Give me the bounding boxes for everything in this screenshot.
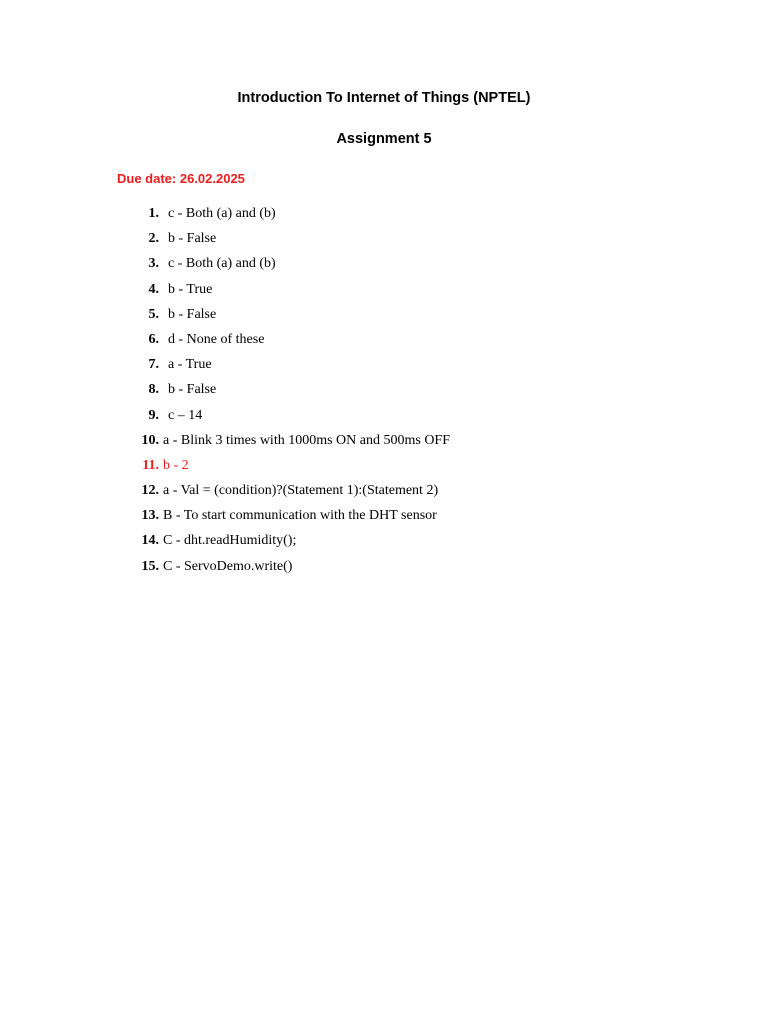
answer-text: b - False xyxy=(168,306,217,322)
answer-number: 8. xyxy=(148,382,159,398)
answer-text: b - True xyxy=(168,281,213,297)
answer-number: 3. xyxy=(148,256,159,272)
answer-item-2 xyxy=(117,229,450,254)
answer-number: 12. xyxy=(141,483,159,499)
answer-item-7 xyxy=(117,355,450,380)
answer-item-3 xyxy=(117,254,450,279)
assignment-title: Assignment 5 xyxy=(336,131,432,147)
document-title: Introduction To Internet of Things (NPTEL) xyxy=(237,90,531,106)
answer-text: a - Blink 3 times with 1000ms ON and 500ms OFF xyxy=(163,432,451,448)
answer-item-10 xyxy=(117,431,450,456)
answer-text: a - True xyxy=(168,357,212,373)
answer-number: 11. xyxy=(142,457,159,473)
answer-number: 7. xyxy=(148,357,159,373)
answer-number: 14. xyxy=(141,533,159,549)
answer-text: d - None of these xyxy=(168,331,265,347)
answer-number: 6. xyxy=(148,331,159,347)
answer-item-13 xyxy=(117,506,450,531)
answer-text: b - 2 xyxy=(163,457,189,473)
answer-number: 13. xyxy=(141,508,159,524)
answer-item-8 xyxy=(117,380,450,405)
answer-text: B - To start communication with the DHT sensor xyxy=(163,508,437,524)
answer-item-15 xyxy=(117,557,450,582)
answer-text: b - False xyxy=(168,231,217,247)
answer-item-5 xyxy=(117,305,450,330)
answer-item-6 xyxy=(117,330,450,355)
answer-text: C - dht.readHumidity(); xyxy=(163,533,297,549)
answer-number: 1. xyxy=(148,206,159,221)
answer-text: c - Both (a) and (b) xyxy=(168,256,276,272)
answer-text: c – 14 xyxy=(168,407,203,423)
answer-text: b - False xyxy=(168,382,217,398)
answer-item-9 xyxy=(117,406,450,431)
answer-item-12 xyxy=(117,481,450,506)
answer-number: 5. xyxy=(148,306,159,322)
answer-number: 2. xyxy=(148,231,159,247)
answer-item-11 xyxy=(117,456,450,481)
answer-number: 15. xyxy=(141,558,159,574)
answer-text: c - Both (a) and (b) xyxy=(168,206,276,221)
answer-item-14 xyxy=(117,531,450,556)
answer-item-1 xyxy=(117,204,450,229)
due-date: Due date: 26.02.2025 xyxy=(117,171,245,186)
answer-text: a - Val = (condition)?(Statement 1):(Statement 2) xyxy=(163,483,439,499)
answer-list xyxy=(117,204,450,582)
answer-number: 10. xyxy=(141,432,159,448)
answer-text: C - ServoDemo.write() xyxy=(163,558,293,574)
answer-number: 4. xyxy=(148,281,159,297)
answer-item-4 xyxy=(117,280,450,305)
answer-number: 9. xyxy=(148,407,159,423)
